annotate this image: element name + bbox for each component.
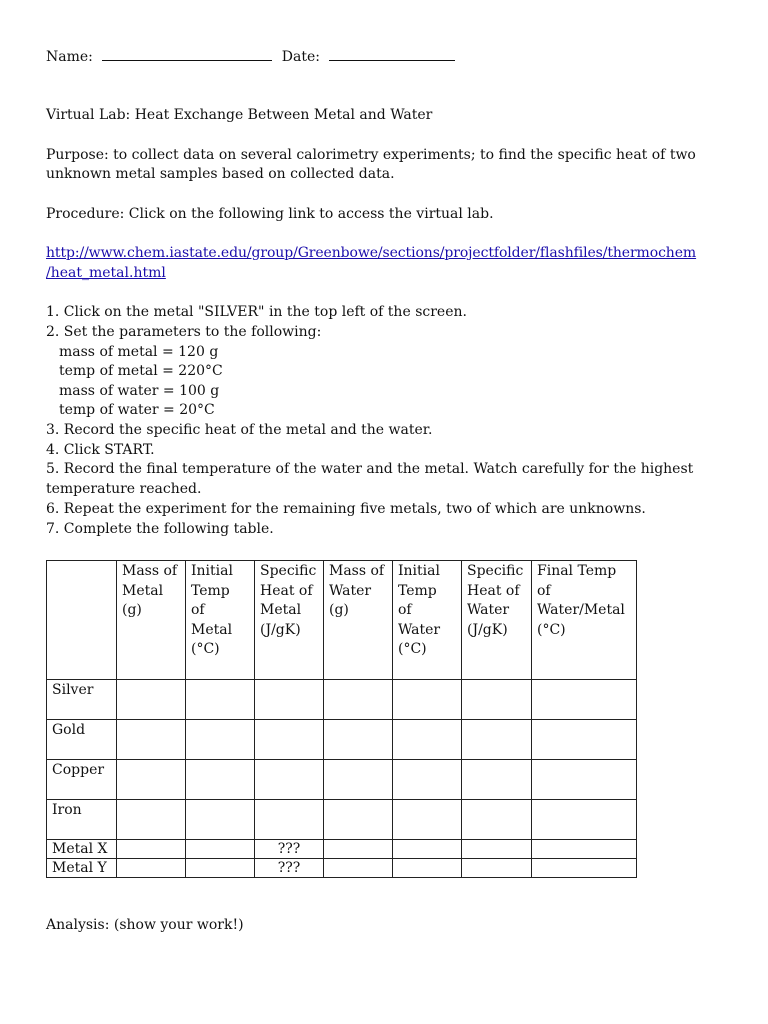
metal-name: Iron bbox=[47, 800, 117, 840]
metal-name: Silver bbox=[47, 680, 117, 720]
table-row bbox=[47, 800, 637, 840]
entry-cell[interactable] bbox=[117, 800, 186, 840]
entry-cell[interactable] bbox=[186, 760, 255, 800]
step-2: 2. Set the parameters to the following: bbox=[46, 324, 322, 340]
entry-cell[interactable] bbox=[117, 680, 186, 720]
param-temp-metal: temp of metal = 220°C bbox=[59, 363, 223, 379]
specific-heat-cell[interactable] bbox=[255, 720, 324, 760]
procedure-intro: Procedure: Click on the following link to access the virtual lab. bbox=[46, 206, 494, 222]
step-7: 7. Complete the following table. bbox=[46, 521, 274, 537]
entry-cell[interactable] bbox=[117, 760, 186, 800]
metal-name: Gold bbox=[47, 720, 117, 760]
table-header-row bbox=[47, 561, 637, 680]
entry-cell[interactable] bbox=[117, 840, 186, 859]
entry-cell[interactable] bbox=[186, 859, 255, 878]
entry-cell[interactable] bbox=[532, 680, 637, 720]
table-row bbox=[47, 720, 637, 760]
metal-name: Metal X bbox=[47, 840, 117, 859]
header-mass-metal bbox=[117, 561, 186, 680]
entry-cell[interactable] bbox=[117, 720, 186, 760]
entry-cell[interactable] bbox=[393, 720, 462, 760]
entry-cell[interactable] bbox=[532, 800, 637, 840]
entry-cell[interactable] bbox=[324, 840, 393, 859]
header-final-temp bbox=[532, 561, 637, 680]
name-blank bbox=[102, 47, 272, 61]
header-line bbox=[46, 47, 455, 67]
entry-cell[interactable] bbox=[462, 720, 532, 760]
header-text: Specific Heat of Metal (J/gK) bbox=[260, 563, 317, 638]
specific-heat-cell[interactable]: ??? bbox=[255, 840, 324, 859]
entry-cell[interactable] bbox=[186, 800, 255, 840]
step-5-line-1: 5. Record the final temperature of the water and the metal. Watch carefully for the highest bbox=[46, 461, 694, 477]
step-3: 3. Record the specific heat of the metal and the water. bbox=[46, 422, 433, 438]
entry-cell[interactable] bbox=[462, 760, 532, 800]
name-label: Name: bbox=[46, 49, 93, 65]
entry-cell[interactable] bbox=[324, 720, 393, 760]
entry-cell[interactable] bbox=[324, 859, 393, 878]
header-specific-heat-metal bbox=[255, 561, 324, 680]
entry-cell[interactable] bbox=[186, 720, 255, 760]
param-mass-water: mass of water = 100 g bbox=[59, 383, 220, 399]
lab-title: Virtual Lab: Heat Exchange Between Metal and Water bbox=[46, 107, 433, 123]
header-text: Initial Temp of Metal (°C) bbox=[191, 563, 233, 657]
entry-cell[interactable] bbox=[393, 840, 462, 859]
entry-cell[interactable] bbox=[462, 859, 532, 878]
header-text: Mass of Water (g) bbox=[329, 563, 385, 618]
date-blank bbox=[329, 47, 455, 61]
date-label: Date: bbox=[281, 49, 320, 65]
lab-link-line-2[interactable]: /heat_metal.html bbox=[46, 265, 166, 281]
step-1: 1. Click on the metal "SILVER" in the top left of the screen. bbox=[46, 304, 467, 320]
entry-cell[interactable] bbox=[117, 859, 186, 878]
header-text: Mass of Metal (g) bbox=[122, 563, 178, 618]
entry-cell[interactable] bbox=[393, 680, 462, 720]
table-row bbox=[47, 840, 637, 859]
header-text: Initial Temp of Water (°C) bbox=[398, 563, 441, 657]
step-5-line-2: temperature reached. bbox=[46, 481, 202, 497]
entry-cell[interactable] bbox=[462, 800, 532, 840]
analysis-heading: Analysis: (show your work!) bbox=[46, 917, 244, 933]
header-specific-heat-water bbox=[462, 561, 532, 680]
specific-heat-cell[interactable] bbox=[255, 680, 324, 720]
header-text: Final Temp of Water/Metal (°C) bbox=[537, 563, 625, 638]
step-6: 6. Repeat the experiment for the remaining five metals, two of which are unknowns. bbox=[46, 501, 646, 517]
header-text: Specific Heat of Water (J/gK) bbox=[467, 563, 524, 638]
entry-cell[interactable] bbox=[462, 680, 532, 720]
lab-link-line-1[interactable]: http://www.chem.iastate.edu/group/Greenbowe/sections/projectfolder/flashfiles/thermochem bbox=[46, 245, 697, 261]
param-temp-water: temp of water = 20°C bbox=[59, 402, 215, 418]
entry-cell[interactable] bbox=[532, 720, 637, 760]
table-row bbox=[47, 760, 637, 800]
table-row bbox=[47, 859, 637, 878]
entry-cell[interactable] bbox=[324, 680, 393, 720]
table-header-empty bbox=[47, 561, 117, 680]
metal-name: Copper bbox=[47, 760, 117, 800]
entry-cell[interactable] bbox=[393, 800, 462, 840]
entry-cell[interactable] bbox=[532, 859, 637, 878]
param-mass-metal: mass of metal = 120 g bbox=[59, 344, 219, 360]
entry-cell[interactable] bbox=[462, 840, 532, 859]
entry-cell[interactable] bbox=[186, 680, 255, 720]
specific-heat-cell[interactable] bbox=[255, 760, 324, 800]
entry-cell[interactable] bbox=[393, 859, 462, 878]
header-initial-temp-water bbox=[393, 561, 462, 680]
entry-cell[interactable] bbox=[532, 760, 637, 800]
entry-cell[interactable] bbox=[324, 800, 393, 840]
step-4: 4. Click START. bbox=[46, 442, 155, 458]
entry-cell[interactable] bbox=[393, 760, 462, 800]
data-table bbox=[46, 560, 637, 878]
purpose-line-2: unknown metal samples based on collected data. bbox=[46, 166, 395, 182]
table-row bbox=[47, 680, 637, 720]
specific-heat-cell[interactable] bbox=[255, 800, 324, 840]
entry-cell[interactable] bbox=[532, 840, 637, 859]
header-mass-water bbox=[324, 561, 393, 680]
specific-heat-cell[interactable]: ??? bbox=[255, 859, 324, 878]
purpose-line-1: Purpose: to collect data on several calorimetry experiments; to find the specific heat of two bbox=[46, 147, 696, 163]
header-initial-temp-metal bbox=[186, 561, 255, 680]
entry-cell[interactable] bbox=[186, 840, 255, 859]
metal-name: Metal Y bbox=[47, 859, 117, 878]
entry-cell[interactable] bbox=[324, 760, 393, 800]
